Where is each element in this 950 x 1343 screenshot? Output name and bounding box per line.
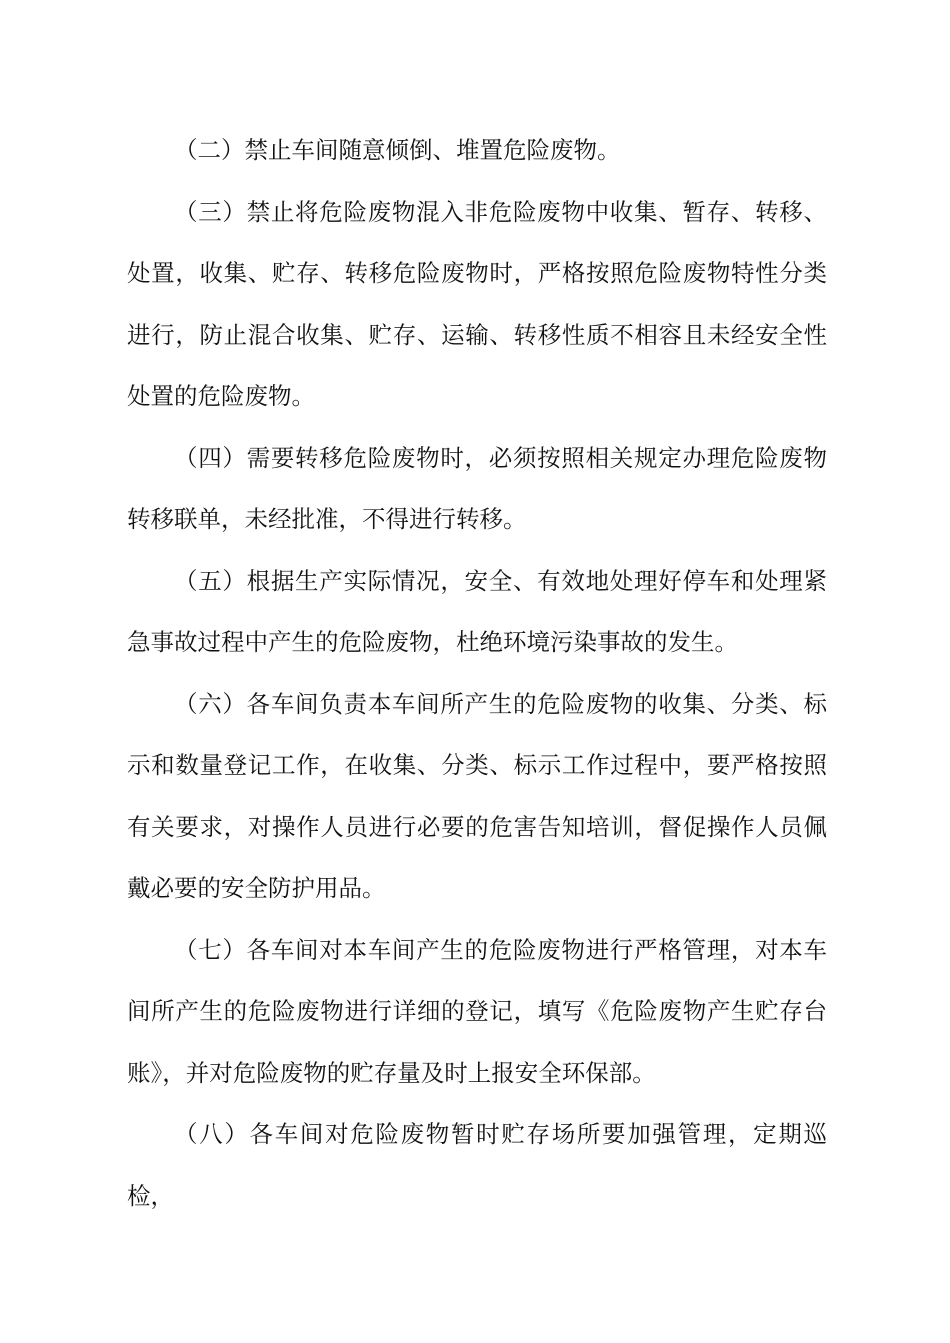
paragraph-3: （三）禁止将危险废物混入非危险废物中收集、暂存、转移、处置，收集、贮存、转移危险废物时，严格按照危险废物特性分类进行，防止混合收集、贮存、运输、转移性质不相容且未经安全性处置的危险废物。: [127, 197, 827, 410]
paragraph-2: （二）禁止车间随意倾倒、堆置危险废物。: [174, 136, 621, 164]
paragraph-8: （八）各车间对危险废物暂时贮存场所要加强管理，定期巡检，: [127, 1120, 827, 1210]
paragraph-5: （五）根据生产实际情况，安全、有效地处理好停车和处理紧急事故过程中产生的危险废物，杜绝环境污染事故的发生。: [127, 566, 827, 656]
paragraph-6: （六）各车间负责本车间所产生的危险废物的收集、分类、标示和数量登记工作，在收集、分类、标示工作过程中，要严格按照有关要求，对操作人员进行必要的危害告知培训，督促操作人员佩戴必要的安全防护用品。: [127, 689, 827, 902]
document-body: [127, 120, 827, 1227]
paragraph-4: （四）需要转移危险废物时，必须按照相关规定办理危险废物转移联单，未经批准，不得进行转移。: [127, 443, 827, 533]
paragraph-7: （七）各车间对本车间产生的危险废物进行严格管理，对本车间所产生的危险废物进行详细的登记，填写《危险废物产生贮存台账》，并对危险废物的贮存量及时上报安全环保部。: [127, 935, 827, 1087]
